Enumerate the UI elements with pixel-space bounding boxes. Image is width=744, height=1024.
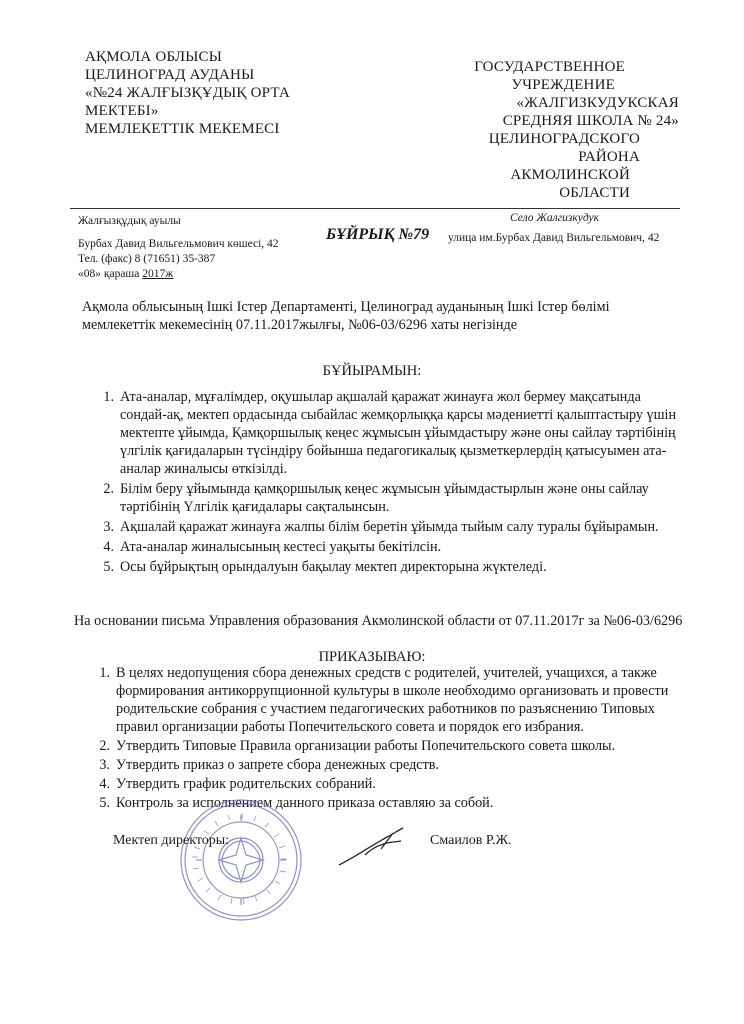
list-item-text: В целях недопущения сбора денежных средств с родителей, учителей, учащихся, а также формирования антикоррупционной культуры в школе необходимо организовать и провести родительские собрания с участием педагогических работников по разъяснению Типовых правил организации работы Попечительского совета и порядок его избрания. [116,665,669,735]
address-street-kz: Бурбах Давид Вильгельмович көшесі, 42 [78,238,279,250]
order-date [78,267,338,282]
order-title: БҰЙРЫҚ №79 [326,226,430,243]
signature-name: Смаилов Р.Ж. [430,833,512,848]
list-item-number: 2. [99,738,110,754]
basis-paragraph-ru: На основании письма Управления образования Акмолинской области от 07.11.2017г за №06-03/6296 [74,613,683,629]
header-right-line: ГОСУДАРСТВЕННОЕ [474,59,625,75]
address-left [78,214,338,282]
order-date-prefix: «08» қараша [78,268,143,280]
signature-label: Мектеп директоры: [113,833,230,848]
list-item [92,538,682,556]
list-item-text: Білім беру ұйымында қамқоршылық кеңес жұмысын ұйымдастырлын және оны сайлау тәртібінің Үлгілік қағидалары сақталынсын. [120,481,649,515]
address-phone: Тел. (факс) 8 (71651) 35-387 [78,253,216,265]
order-list-ru [88,664,688,813]
header-left-line: «№24 ЖАЛҒЫЗҚҰДЫҚ ОРТА [85,85,290,101]
header-left-line: МЕМЛЕКЕТТІК МЕКЕМЕСІ [85,121,280,137]
address-village-ru: Село Жалгизкудук [510,212,599,224]
list-item-text: Ақшалай қаражат жинауға жалпы білім беретін ұйымда тыйым салу туралы бұйырамын. [120,519,659,535]
list-item-number: 1. [99,665,110,681]
list-item-text: Утвердить приказ о запрете сбора денежных средств. [116,757,440,773]
list-item [88,775,688,793]
list-item [92,388,682,478]
address-village-kz: Жалғызқұдық ауылы [78,215,181,227]
heading-ru: ПРИКАЗЫВАЮ: [318,649,426,665]
header-left-line: АҚМОЛА ОБЛЫСЫ [85,49,223,65]
header-left-line: МЕКТЕБІ» [85,103,159,119]
header-left-line: ЦЕЛИНОГРАД АУДАНЫ [85,67,255,83]
address-street-ru: улица им.Бурбах Давид Вильгельмович, 42 [448,232,660,244]
list-item [92,480,682,516]
header-right-line: УЧРЕЖДЕНИЕ [511,77,615,93]
list-item [92,558,682,576]
header-left-kz [85,48,345,138]
list-item-text: Ата-аналар жиналысының кестесі уақыты бекітілсін. [120,539,442,555]
list-item-number: 3. [103,519,114,535]
header-right-ru [440,58,685,202]
list-item-number: 5. [99,795,110,811]
signature-icon [335,825,415,870]
list-item-number: 4. [99,776,110,792]
list-item-number: 5. [103,559,114,575]
list-item-text: Утвердить график родительских собраний. [116,776,376,792]
list-item-number: 1. [103,389,114,405]
order-date-year: 2017ж [142,268,174,280]
header-right-line: АКМОЛИНСКОЙ ОБЛАСТИ [510,167,630,201]
header-right-line: СРЕДНЯЯ ШКОЛА № 24» [502,113,679,129]
list-item-number: 4. [103,539,114,555]
list-item-text: Осы бұйрықтың орындалуын бақылау мектеп директорына жүктеледі. [120,559,547,575]
list-item [88,664,688,736]
list-item-text: Ата-аналар, мұғалімдер, оқушылар ақшалай қаражат жинауға жол бермеу мақсатында сондай-ақ, мектеп ордасында сыбайлас жемқорлыққа қарсы мәдениетті қалыптастыру үшін мектепте ұйымда, Қамқоршылық кеңес жұмысын ұйымдастыру және оны сайлау тәртібінің үлгілік қағидаларын түсіндіру бойынша педагогикалық қызметкерлердің қатысуымен ата-аналар жиналысы өткізілді. [120,389,677,477]
header-right-line: «ЖАЛГИЗКУДУКСКАЯ [516,95,679,111]
list-item [88,756,688,774]
intro-paragraph-kz: Ақмола облысының Ішкі Істер Департаменті, Целиноград ауданының Ішкі Істер бөлімі мемлекеттік мекемесінің 07.11.2017жылғы, №06-03/6296 хаты негізінде [82,299,610,333]
list-item-number: 3. [99,757,110,773]
list-item-text: Контроль за исполнением данного приказа оставляю за собой. [116,795,494,811]
school-stamp-icon [176,795,306,925]
list-item [92,518,682,536]
list-item-text: Утвердить Типовые Правила организации работы Попечительского совета школы. [116,738,616,754]
order-list-kz [92,388,682,578]
list-item-number: 2. [103,481,114,497]
header-divider [70,208,680,209]
header-right-line: ЦЕЛИНОГРАДСКОГО РАЙОНА [488,131,640,165]
list-item [88,737,688,755]
heading-kz: БҰЙЫРАМЫН: [322,363,422,379]
